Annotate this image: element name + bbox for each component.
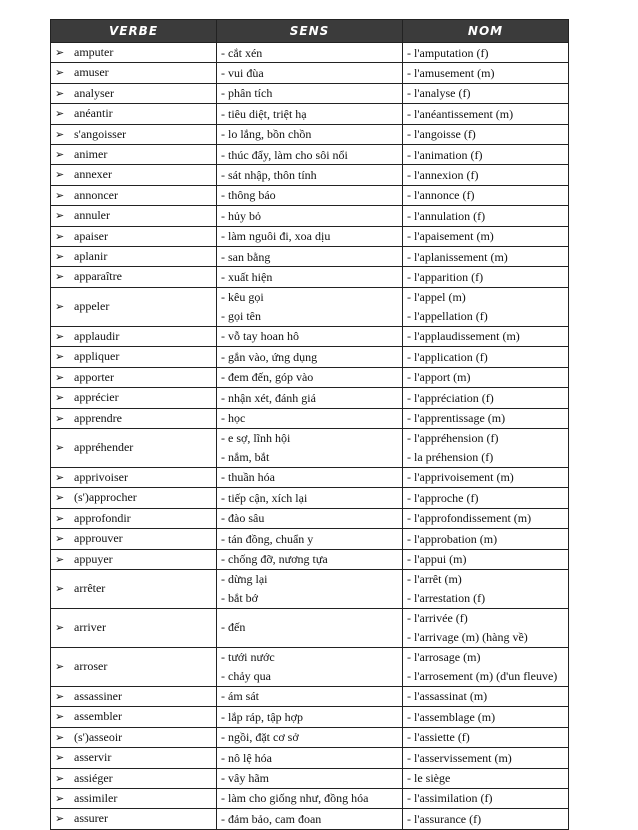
- table-row: [51, 367, 569, 387]
- verb-cell: [51, 707, 217, 727]
- table-row: [51, 788, 569, 808]
- sens-text: - lắp ráp, tập hợp: [221, 709, 303, 724]
- sens-text: - ngồi, đặt cơ sở: [221, 730, 299, 745]
- sens-text: - làm nguôi đi, xoa dịu: [221, 229, 331, 244]
- sens-cell: [217, 727, 403, 747]
- arrow-bullet-icon: ➢: [55, 532, 65, 546]
- sens-cell: [217, 768, 403, 788]
- sens-text: - nắm, bắt: [221, 449, 270, 464]
- nom-cell: [403, 226, 569, 246]
- verb-text: annuler: [74, 208, 110, 223]
- sens-cell: [217, 788, 403, 808]
- verb-text: aplanir: [74, 249, 108, 264]
- verb-cell: [51, 508, 217, 528]
- nom-text: - l'anéantissement (m): [407, 106, 514, 121]
- arrow-bullet-icon: ➢: [55, 751, 65, 765]
- table-row: [51, 569, 569, 608]
- sens-text: - làm cho giống như, đồng hóa: [221, 791, 369, 806]
- nom-text: - l'arrivée (f): [407, 610, 468, 625]
- sens-text: - san bằng: [221, 249, 271, 264]
- nom-cell: [403, 165, 569, 185]
- arrow-bullet-icon: ➢: [55, 470, 65, 484]
- sens-cell: [217, 508, 403, 528]
- verb-text: analyser: [74, 85, 114, 100]
- verb-text: animer: [74, 147, 108, 162]
- sens-text: - hủy bỏ: [221, 208, 261, 223]
- nom-cell: [403, 549, 569, 569]
- nom-cell: [403, 707, 569, 727]
- arrow-bullet-icon: ➢: [55, 300, 65, 314]
- table-row: [51, 124, 569, 144]
- sens-text: - lo lắng, bồn chồn: [221, 127, 312, 142]
- verb-cell: [51, 43, 217, 63]
- verb-text: amputer: [74, 45, 114, 59]
- table-row: [51, 707, 569, 727]
- nom-text: - l'appréhension (f): [407, 430, 499, 445]
- verb-text: asservir: [74, 750, 112, 765]
- nom-text: - l'annulation (f): [407, 208, 486, 223]
- verb-cell: [51, 686, 217, 706]
- arrow-bullet-icon: ➢: [55, 771, 65, 785]
- nom-cell: [403, 768, 569, 788]
- verb-cell: [51, 549, 217, 569]
- table-row: [51, 388, 569, 408]
- sens-cell: [217, 267, 403, 287]
- arrow-bullet-icon: ➢: [55, 127, 65, 141]
- verb-text: apprécier: [74, 390, 119, 405]
- sens-cell: [217, 748, 403, 768]
- sens-text: - nô lệ hóa: [221, 750, 272, 765]
- nom-text: - l'arrêt (m): [407, 571, 462, 586]
- arrow-bullet-icon: ➢: [55, 441, 65, 455]
- verb-cell: [51, 647, 217, 686]
- verb-cell: [51, 428, 217, 467]
- verb-text: appuyer: [74, 551, 113, 566]
- nom-text: - l'apprivoisement (m): [407, 470, 514, 485]
- table-row: [51, 727, 569, 747]
- nom-cell: [403, 508, 569, 528]
- verb-cell: [51, 488, 217, 508]
- sens-text: - cắt xén: [221, 45, 263, 60]
- table-row: [51, 467, 569, 487]
- arrow-bullet-icon: ➢: [55, 86, 65, 100]
- nom-text: - l'arrestation (f): [407, 590, 486, 605]
- verb-text: s'angoisser: [74, 126, 127, 141]
- sens-text: - vui đùa: [221, 65, 264, 80]
- nom-text: - l'appellation (f): [407, 308, 488, 323]
- nom-text: - l'assiette (f): [407, 730, 470, 745]
- verb-text: (s')approcher: [74, 490, 137, 505]
- verb-cell: [51, 326, 217, 346]
- arrow-bullet-icon: ➢: [55, 491, 65, 505]
- nom-cell: [403, 408, 569, 428]
- sens-cell: [217, 83, 403, 103]
- nom-cell: [403, 185, 569, 205]
- sens-text: - thuần hóa: [221, 470, 275, 485]
- verb-text: appeler: [74, 299, 110, 314]
- sens-cell: [217, 569, 403, 608]
- arrow-bullet-icon: ➢: [55, 107, 65, 121]
- sens-cell: [217, 388, 403, 408]
- verb-cell: [51, 124, 217, 144]
- table-body: [51, 43, 569, 830]
- nom-text: - l'amusement (m): [407, 65, 495, 80]
- nom-text: - l'annonce (f): [407, 188, 475, 203]
- nom-text: - l'application (f): [407, 349, 488, 364]
- verb-cell: [51, 185, 217, 205]
- table-row: [51, 347, 569, 367]
- verb-cell: [51, 347, 217, 367]
- nom-cell: [403, 63, 569, 83]
- nom-text: - l'analyse (f): [407, 86, 471, 101]
- nom-text: - l'assassinat (m): [407, 689, 488, 704]
- nom-text: - l'arrivage (m) (hàng về): [407, 629, 528, 644]
- sens-text: - đào sâu: [221, 511, 265, 526]
- verb-cell: [51, 165, 217, 185]
- nom-cell: [403, 488, 569, 508]
- verb-cell: [51, 608, 217, 647]
- verb-cell: [51, 569, 217, 608]
- sens-text: - tưới nước: [221, 649, 275, 664]
- table-row: [51, 145, 569, 165]
- verb-cell: [51, 247, 217, 267]
- arrow-bullet-icon: ➢: [55, 582, 65, 596]
- verb-cell: [51, 226, 217, 246]
- arrow-bullet-icon: ➢: [55, 552, 65, 566]
- nom-cell: [403, 788, 569, 808]
- nom-text: - l'apparition (f): [407, 269, 484, 284]
- arrow-bullet-icon: ➢: [55, 689, 65, 703]
- nom-text: - l'amputation (f): [407, 45, 489, 60]
- sens-cell: [217, 686, 403, 706]
- arrow-bullet-icon: ➢: [55, 791, 65, 805]
- nom-cell: [403, 467, 569, 487]
- arrow-bullet-icon: ➢: [55, 168, 65, 182]
- table-row: [51, 529, 569, 549]
- sens-cell: [217, 608, 403, 647]
- verb-cell: [51, 768, 217, 788]
- verb-text: approuver: [74, 531, 123, 546]
- verb-text: (s')asseoir: [74, 729, 123, 744]
- nom-cell: [403, 347, 569, 367]
- table-row: [51, 768, 569, 788]
- sens-cell: [217, 63, 403, 83]
- verb-text: arrêter: [74, 581, 106, 596]
- table-row: [51, 287, 569, 326]
- verb-cell: [51, 467, 217, 487]
- sens-text: - nhận xét, đánh giá: [221, 390, 316, 405]
- table-row: [51, 647, 569, 686]
- verb-text: arriver: [74, 620, 106, 635]
- sens-cell: [217, 529, 403, 549]
- verb-text: apaiser: [74, 228, 108, 243]
- sens-cell: [217, 185, 403, 205]
- verb-cell: [51, 83, 217, 103]
- verb-text: appliquer: [74, 349, 120, 364]
- nom-text: - l'applaudissement (m): [407, 329, 520, 344]
- nom-text: - l'apaisement (m): [407, 229, 494, 244]
- verb-cell: [51, 788, 217, 808]
- vocabulary-table: [50, 19, 569, 830]
- table-row: [51, 809, 569, 829]
- nom-text: - l'aplanissement (m): [407, 249, 508, 264]
- table-row: [51, 247, 569, 267]
- arrow-bullet-icon: ➢: [55, 411, 65, 425]
- table-row: [51, 226, 569, 246]
- arrow-bullet-icon: ➢: [55, 710, 65, 724]
- table-row: [51, 686, 569, 706]
- arrow-bullet-icon: ➢: [55, 250, 65, 264]
- nom-cell: [403, 83, 569, 103]
- nom-cell: [403, 809, 569, 829]
- verb-text: assassiner: [74, 688, 122, 703]
- table-row: [51, 428, 569, 467]
- table-row: [51, 549, 569, 569]
- nom-text: - l'animation (f): [407, 147, 483, 162]
- sens-text: - thông báo: [221, 188, 276, 203]
- nom-cell: [403, 608, 569, 647]
- nom-text: - l'approbation (m): [407, 531, 498, 546]
- sens-cell: [217, 488, 403, 508]
- verb-text: assembler: [74, 709, 122, 724]
- sens-cell: [217, 408, 403, 428]
- nom-text: - le siège: [407, 771, 451, 786]
- sens-cell: [217, 367, 403, 387]
- arrow-bullet-icon: ➢: [55, 148, 65, 162]
- verb-cell: [51, 727, 217, 747]
- table-row: [51, 43, 569, 63]
- arrow-bullet-icon: ➢: [55, 209, 65, 223]
- nom-cell: [403, 326, 569, 346]
- sens-text: - gọi tên: [221, 308, 261, 323]
- nom-cell: [403, 686, 569, 706]
- nom-text: - l'assimilation (f): [407, 791, 493, 806]
- sens-cell: [217, 124, 403, 144]
- verb-text: arroser: [74, 659, 108, 674]
- nom-text: - l'apport (m): [407, 370, 471, 385]
- arrow-bullet-icon: ➢: [55, 66, 65, 80]
- sens-cell: [217, 226, 403, 246]
- sens-text: - dừng lại: [221, 571, 268, 586]
- table-row: [51, 748, 569, 768]
- nom-cell: [403, 287, 569, 326]
- sens-text: - phân tích: [221, 86, 273, 101]
- nom-cell: [403, 388, 569, 408]
- sens-cell: [217, 549, 403, 569]
- sens-text: - tiêu diệt, triệt hạ: [221, 106, 307, 121]
- verb-cell: [51, 388, 217, 408]
- verb-cell: [51, 63, 217, 83]
- nom-cell: [403, 428, 569, 467]
- arrow-bullet-icon: ➢: [55, 660, 65, 674]
- nom-cell: [403, 124, 569, 144]
- sens-text: - thúc đẩy, làm cho sôi nổi: [221, 147, 348, 162]
- arrow-bullet-icon: ➢: [55, 188, 65, 202]
- verb-text: approfondir: [74, 510, 131, 525]
- header-sens: SENS: [217, 20, 403, 43]
- sens-cell: [217, 247, 403, 267]
- sens-cell: [217, 347, 403, 367]
- sens-text: - đảm bảo, cam đoan: [221, 811, 322, 826]
- nom-text: - l'assemblage (m): [407, 709, 496, 724]
- nom-cell: [403, 367, 569, 387]
- verb-text: apporter: [74, 369, 114, 384]
- arrow-bullet-icon: ➢: [55, 350, 65, 364]
- verb-text: apparaître: [74, 269, 122, 284]
- arrow-bullet-icon: ➢: [55, 730, 65, 744]
- sens-text: - kêu gọi: [221, 289, 264, 304]
- table-row: [51, 408, 569, 428]
- table-row: [51, 165, 569, 185]
- verb-text: assiéger: [74, 770, 113, 785]
- nom-text: - l'assurance (f): [407, 811, 482, 826]
- table-row: [51, 185, 569, 205]
- verb-text: apprivoiser: [74, 469, 128, 484]
- arrow-bullet-icon: ➢: [55, 391, 65, 405]
- nom-cell: [403, 727, 569, 747]
- arrow-bullet-icon: ➢: [55, 46, 65, 59]
- nom-text: - l'approfondissement (m): [407, 511, 532, 526]
- sens-cell: [217, 647, 403, 686]
- table-row: [51, 206, 569, 226]
- sens-cell: [217, 206, 403, 226]
- sens-cell: [217, 165, 403, 185]
- header-verbe: VERBE: [51, 20, 217, 43]
- nom-text: - l'appui (m): [407, 552, 467, 567]
- sens-cell: [217, 145, 403, 165]
- nom-text: - l'asservissement (m): [407, 750, 512, 765]
- nom-cell: [403, 206, 569, 226]
- table-header: [51, 20, 569, 43]
- verb-text: annexer: [74, 167, 112, 182]
- arrow-bullet-icon: ➢: [55, 812, 65, 826]
- nom-text: - l'approche (f): [407, 490, 479, 505]
- nom-cell: [403, 647, 569, 686]
- sens-text: - tán đồng, chuẩn y: [221, 531, 314, 546]
- nom-text: - l'apprentissage (m): [407, 411, 506, 425]
- arrow-bullet-icon: ➢: [55, 621, 65, 635]
- table-row: [51, 63, 569, 83]
- nom-text: - l'arrosement (m) (d'un fleuve): [407, 668, 558, 683]
- table-row: [51, 508, 569, 528]
- sens-text: - vỗ tay hoan hô: [221, 329, 299, 344]
- nom-text: - l'annexion (f): [407, 167, 479, 182]
- table-row: [51, 326, 569, 346]
- verb-text: amuser: [74, 65, 109, 80]
- sens-text: - học: [221, 411, 246, 425]
- nom-cell: [403, 43, 569, 63]
- verb-cell: [51, 206, 217, 226]
- sens-cell: [217, 287, 403, 326]
- verb-cell: [51, 748, 217, 768]
- sens-cell: [217, 326, 403, 346]
- sens-text: - sát nhập, thôn tính: [221, 167, 317, 182]
- sens-text: - e sợ, lĩnh hội: [221, 430, 291, 445]
- verb-cell: [51, 267, 217, 287]
- sens-cell: [217, 428, 403, 467]
- nom-cell: [403, 569, 569, 608]
- verb-text: applaudir: [74, 328, 120, 343]
- sens-text: - tiếp cận, xích lại: [221, 490, 308, 505]
- sens-text: - đem đến, góp vào: [221, 370, 314, 385]
- header-nom: NOM: [403, 20, 569, 43]
- sens-text: - chảy qua: [221, 668, 271, 683]
- verb-text: assurer: [74, 811, 108, 826]
- verb-text: annoncer: [74, 187, 118, 202]
- sens-cell: [217, 809, 403, 829]
- sens-cell: [217, 43, 403, 63]
- sens-text: - đến: [221, 620, 246, 635]
- table-row: [51, 104, 569, 124]
- nom-cell: [403, 104, 569, 124]
- nom-cell: [403, 748, 569, 768]
- verb-text: appréhender: [74, 440, 134, 455]
- nom-cell: [403, 267, 569, 287]
- sens-cell: [217, 707, 403, 727]
- vocabulary-page: [50, 19, 568, 830]
- verb-text: assimiler: [74, 790, 118, 805]
- arrow-bullet-icon: ➢: [55, 370, 65, 384]
- sens-text: - ám sát: [221, 689, 259, 704]
- sens-text: - gắn vào, ứng dụng: [221, 349, 318, 364]
- verb-cell: [51, 145, 217, 165]
- arrow-bullet-icon: ➢: [55, 511, 65, 525]
- table-row: [51, 267, 569, 287]
- sens-cell: [217, 104, 403, 124]
- sens-text: - xuất hiện: [221, 269, 273, 284]
- nom-cell: [403, 145, 569, 165]
- verb-cell: [51, 287, 217, 326]
- verb-text: anéantir: [74, 106, 113, 121]
- nom-text: - la préhension (f): [407, 449, 494, 464]
- verb-cell: [51, 367, 217, 387]
- nom-text: - l'appel (m): [407, 289, 466, 304]
- sens-text: - chống đỡ, nương tựa: [221, 552, 328, 567]
- nom-text: - l'angoisse (f): [407, 127, 476, 142]
- arrow-bullet-icon: ➢: [55, 270, 65, 284]
- table-row: [51, 488, 569, 508]
- header-row: [51, 20, 569, 43]
- verb-cell: [51, 104, 217, 124]
- table-row: [51, 83, 569, 103]
- nom-text: - l'appréciation (f): [407, 390, 494, 405]
- arrow-bullet-icon: ➢: [55, 229, 65, 243]
- nom-cell: [403, 247, 569, 267]
- verb-cell: [51, 809, 217, 829]
- verb-cell: [51, 529, 217, 549]
- nom-text: - l'arrosage (m): [407, 649, 481, 664]
- verb-cell: [51, 408, 217, 428]
- sens-cell: [217, 467, 403, 487]
- table-row: [51, 608, 569, 647]
- sens-text: - vây hãm: [221, 771, 269, 786]
- arrow-bullet-icon: ➢: [55, 329, 65, 343]
- sens-text: - bắt bớ: [221, 590, 259, 605]
- nom-cell: [403, 529, 569, 549]
- verb-text: apprendre: [74, 410, 122, 425]
